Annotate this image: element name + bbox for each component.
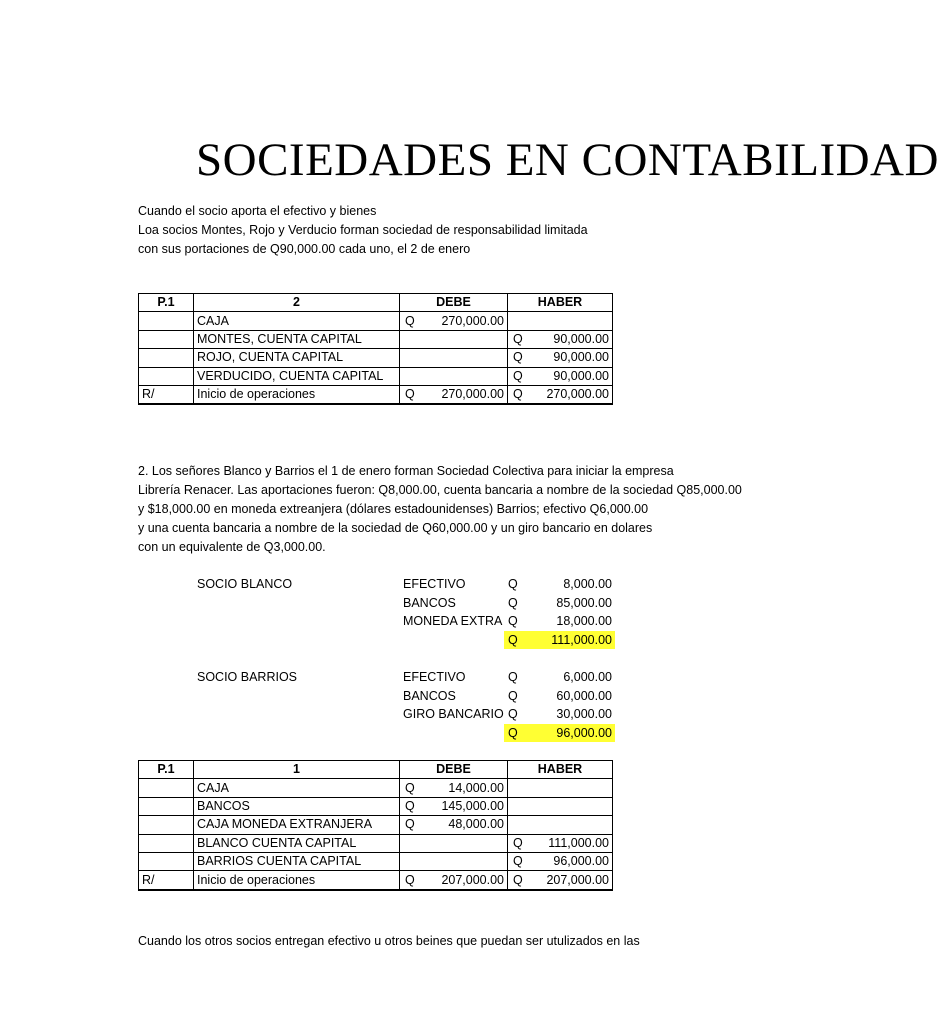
amount-value: Q 30,000.00 bbox=[508, 707, 612, 722]
concept-label: EFECTIVO bbox=[403, 577, 466, 591]
total-row bbox=[138, 631, 618, 650]
cell-ref: R/ bbox=[139, 385, 194, 404]
cell-debe bbox=[400, 367, 508, 385]
cell-ref: R/ bbox=[139, 871, 194, 890]
header-entry: 2 bbox=[194, 294, 400, 312]
table-row bbox=[139, 816, 613, 834]
socio-name: SOCIO BLANCO bbox=[197, 577, 293, 591]
cell-debe: Q 270,000.00 bbox=[400, 312, 508, 330]
cell-haber: Q 90,000.00 bbox=[508, 349, 613, 367]
cell-debe: Q 207,000.00 bbox=[400, 871, 508, 890]
table-row bbox=[139, 330, 613, 348]
cell-ref bbox=[139, 349, 194, 367]
table-row bbox=[139, 834, 613, 852]
journal-table-1 bbox=[138, 293, 613, 405]
problem-line: con un equivalente de Q3,000.00. bbox=[138, 540, 326, 554]
cell-debe bbox=[400, 330, 508, 348]
cell-haber bbox=[508, 797, 613, 815]
header-ref: P.1 bbox=[139, 761, 194, 779]
table-row bbox=[139, 367, 613, 385]
cell-ref bbox=[139, 312, 194, 330]
concept-label: EFECTIVO bbox=[403, 670, 466, 684]
amount-value: Q 85,000.00 bbox=[508, 595, 612, 610]
table-header-row bbox=[139, 761, 613, 779]
amount-value: Q 6,000.00 bbox=[508, 670, 612, 684]
cell-haber: Q 90,000.00 bbox=[508, 367, 613, 385]
cell-haber: Q 270,000.00 bbox=[508, 385, 613, 404]
cell-account: ROJO, CUENTA CAPITAL bbox=[194, 349, 400, 367]
socio-blanco-block bbox=[138, 575, 618, 649]
intro-line: Loa socios Montes, Rojo y Verducio forman sociedad de responsabilidad limitada bbox=[138, 223, 588, 237]
concept-label: MONEDA EXTRA bbox=[403, 614, 503, 629]
total-row bbox=[138, 724, 618, 743]
cell-account: BARRIOS CUENTA CAPITAL bbox=[194, 852, 400, 870]
cell-ref bbox=[139, 367, 194, 385]
problem-line: 2. Los señores Blanco y Barrios el 1 de enero forman Sociedad Colectiva para iniciar la empresa bbox=[138, 464, 674, 478]
table-row bbox=[139, 312, 613, 330]
problem-2-paragraph bbox=[138, 462, 742, 557]
cell-ref bbox=[139, 330, 194, 348]
list-item bbox=[138, 668, 618, 687]
cell-debe: Q 14,000.00 bbox=[400, 779, 508, 797]
amount-value: Q 18,000.00 bbox=[508, 614, 612, 629]
problem-line: y $18,000.00 en moneda extreanjera (dólares estadounidenses) Barrios; efectivo Q6,000.00 bbox=[138, 502, 649, 516]
highlighted-total: Q 111,000.00 bbox=[504, 631, 615, 649]
concept-label: BANCOS bbox=[403, 595, 456, 610]
cell-debe bbox=[400, 834, 508, 852]
list-item bbox=[138, 612, 618, 631]
highlighted-total: Q 96,000.00 bbox=[504, 724, 615, 742]
cell-debe bbox=[400, 852, 508, 870]
journal-table-2 bbox=[138, 760, 613, 891]
socio-name: SOCIO BARRIOS bbox=[197, 670, 298, 684]
cell-ref bbox=[139, 797, 194, 815]
cell-account: BANCOS bbox=[194, 797, 400, 815]
cell-account: MONTES, CUENTA CAPITAL bbox=[194, 330, 400, 348]
cell-haber: Q 111,000.00 bbox=[508, 834, 613, 852]
cell-haber bbox=[508, 779, 613, 797]
problem-line: Librería Renacer. Las aportaciones fueron: Q8,000.00, cuenta bancaria a nombre de la sociedad Q85,000.00 bbox=[138, 483, 742, 497]
amount-value: Q 60,000.00 bbox=[508, 688, 612, 703]
list-item bbox=[138, 687, 618, 706]
cell-account: Inicio de operaciones bbox=[194, 871, 400, 890]
problem-line: y una cuenta bancaria a nombre de la sociedad de Q60,000.00 y un giro bancario en dolares bbox=[138, 521, 653, 535]
table-row bbox=[139, 797, 613, 815]
cell-haber: Q 90,000.00 bbox=[508, 330, 613, 348]
cell-debe: Q 270,000.00 bbox=[400, 385, 508, 404]
socio-barrios-block bbox=[138, 668, 618, 742]
amount-value: Q 8,000.00 bbox=[508, 577, 612, 591]
cell-ref bbox=[139, 852, 194, 870]
cell-ref bbox=[139, 816, 194, 834]
cell-haber: Q 96,000.00 bbox=[508, 852, 613, 870]
cell-ref bbox=[139, 834, 194, 852]
cell-haber bbox=[508, 312, 613, 330]
table-total-row bbox=[139, 871, 613, 890]
table-row bbox=[139, 852, 613, 870]
header-debe: DEBE bbox=[400, 294, 508, 312]
outro-line: Cuando los otros socios entregan efectivo u otros beines que puedan ser utulizados en las bbox=[138, 934, 640, 948]
cell-account: VERDUCIDO, CUENTA CAPITAL bbox=[194, 367, 400, 385]
outro-paragraph bbox=[138, 932, 698, 951]
cell-account: CAJA bbox=[194, 312, 400, 330]
table-header-row bbox=[139, 294, 613, 312]
cell-ref bbox=[139, 779, 194, 797]
list-item bbox=[138, 705, 618, 724]
cell-account: Inicio de operaciones bbox=[194, 385, 400, 404]
table-row bbox=[139, 349, 613, 367]
intro-paragraph bbox=[138, 202, 698, 259]
cell-debe: Q 145,000.00 bbox=[400, 797, 508, 815]
cell-haber bbox=[508, 816, 613, 834]
header-entry: 1 bbox=[194, 761, 400, 779]
intro-line: con sus portaciones de Q90,000.00 cada uno, el 2 de enero bbox=[138, 242, 471, 256]
cell-account: CAJA bbox=[194, 779, 400, 797]
cell-account: BLANCO CUENTA CAPITAL bbox=[194, 834, 400, 852]
concept-label: BANCOS bbox=[403, 688, 456, 703]
list-item bbox=[138, 575, 618, 594]
cell-haber: Q 207,000.00 bbox=[508, 871, 613, 890]
header-debe: DEBE bbox=[400, 761, 508, 779]
concept-label: GIRO BANCARIO bbox=[403, 707, 504, 722]
table-row bbox=[139, 779, 613, 797]
page-title: SOCIEDADES EN CONTABILIDAD bbox=[196, 134, 939, 186]
cell-debe: Q 48,000.00 bbox=[400, 816, 508, 834]
table-total-row bbox=[139, 385, 613, 404]
header-haber: HABER bbox=[508, 761, 613, 779]
header-ref: P.1 bbox=[139, 294, 194, 312]
list-item bbox=[138, 594, 618, 613]
header-haber: HABER bbox=[508, 294, 613, 312]
cell-account: CAJA MONEDA EXTRANJERA bbox=[194, 816, 400, 834]
intro-line: Cuando el socio aporta el efectivo y bienes bbox=[138, 204, 377, 218]
cell-debe bbox=[400, 349, 508, 367]
